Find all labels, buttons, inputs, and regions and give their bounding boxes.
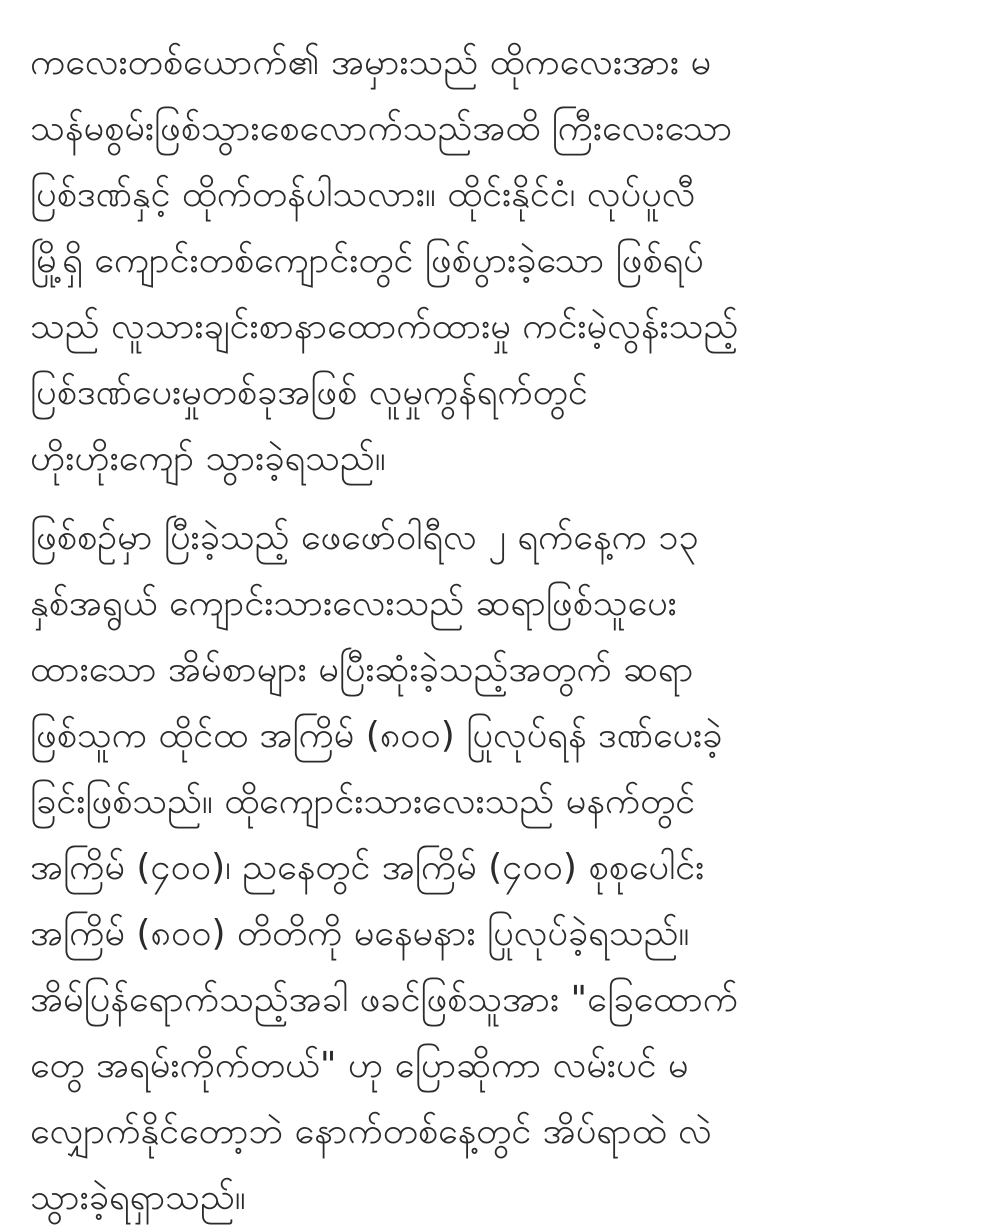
- text-line: ခြင်းဖြစ်သည်။ ထိုကျောင်းသားလေးသည် မနက်တွင်: [30, 781, 696, 822]
- paragraph-incident: [30, 505, 980, 1231]
- text-line: ဟိုးဟိုးကျော် သွားခဲ့ရသည်။: [30, 438, 386, 479]
- text-line: လျှောက်နိုင်တော့ဘဲ နောက်တစ်နေ့တွင် အိပ်ရာထဲ လဲ: [30, 1111, 712, 1152]
- text-line: အကြိမ် (၄၀၀)၊ ညနေတွင် အကြိမ် (၄၀၀) စုစုပေါင်း: [30, 847, 705, 888]
- text-line: သည် လူသားချင်းစာနာထောက်ထားမှု ကင်းမဲ့လွန်းသည့်: [30, 306, 739, 347]
- text-line: သွားခဲ့ရရှာသည်။: [30, 1177, 246, 1218]
- text-line: တွေ အရမ်းကိုက်တယ်" ဟု ပြောဆိုကာ လမ်းပင် မ: [30, 1045, 689, 1086]
- text-line: ပြစ်ဒဏ်ပေးမှုတစ်ခုအဖြစ် လူမှုကွန်ရက်တွင်: [30, 372, 588, 413]
- text-line: ဖြစ်စဉ်မှာ ပြီးခဲ့သည့် ဖေဖော်ဝါရီလ ၂ ရက်နေ့က ၁၃: [30, 517, 699, 558]
- text-line: သန်မစွမ်းဖြစ်သွားစေလောက်သည်အထိ ကြီးလေးသော: [30, 108, 733, 149]
- text-line: မြို့ရှိ ကျောင်းတစ်ကျောင်းတွင် ဖြစ်ပွားခဲ့သော ဖြစ်ရပ်: [30, 240, 704, 281]
- text-line: အကြိမ် (၈၀၀) တိတိကို မနေမနား ပြုလုပ်ခဲ့ရသည်။: [30, 913, 690, 954]
- text-line: ထားသော အိမ်စာများ မပြီးဆုံးခဲ့သည့်အတွက် ဆရာ: [30, 649, 694, 690]
- text-line: ဖြစ်သူက ထိုင်ထ အကြိမ် (၈၀၀) ပြုလုပ်ရန် ဒဏ်ပေးခဲ့: [30, 715, 723, 756]
- text-line: အိမ်ပြန်ရောက်သည့်အခါ ဖခင်ဖြစ်သူအား "ခြေထောက်: [30, 979, 739, 1020]
- paragraph-intro: [30, 30, 980, 492]
- text-line: နှစ်အရွယ် ကျောင်းသားလေးသည် ဆရာဖြစ်သူပေး: [30, 583, 677, 624]
- text-line: ပြစ်ဒဏ်နှင့် ထိုက်တန်ပါသလား။ ထိုင်းနိုင်ငံ၊ လုပ်ပူလီ: [30, 174, 696, 215]
- text-line: ကလေးတစ်ယောက်၏ အမှားသည် ထိုကလေးအား မ: [30, 42, 712, 83]
